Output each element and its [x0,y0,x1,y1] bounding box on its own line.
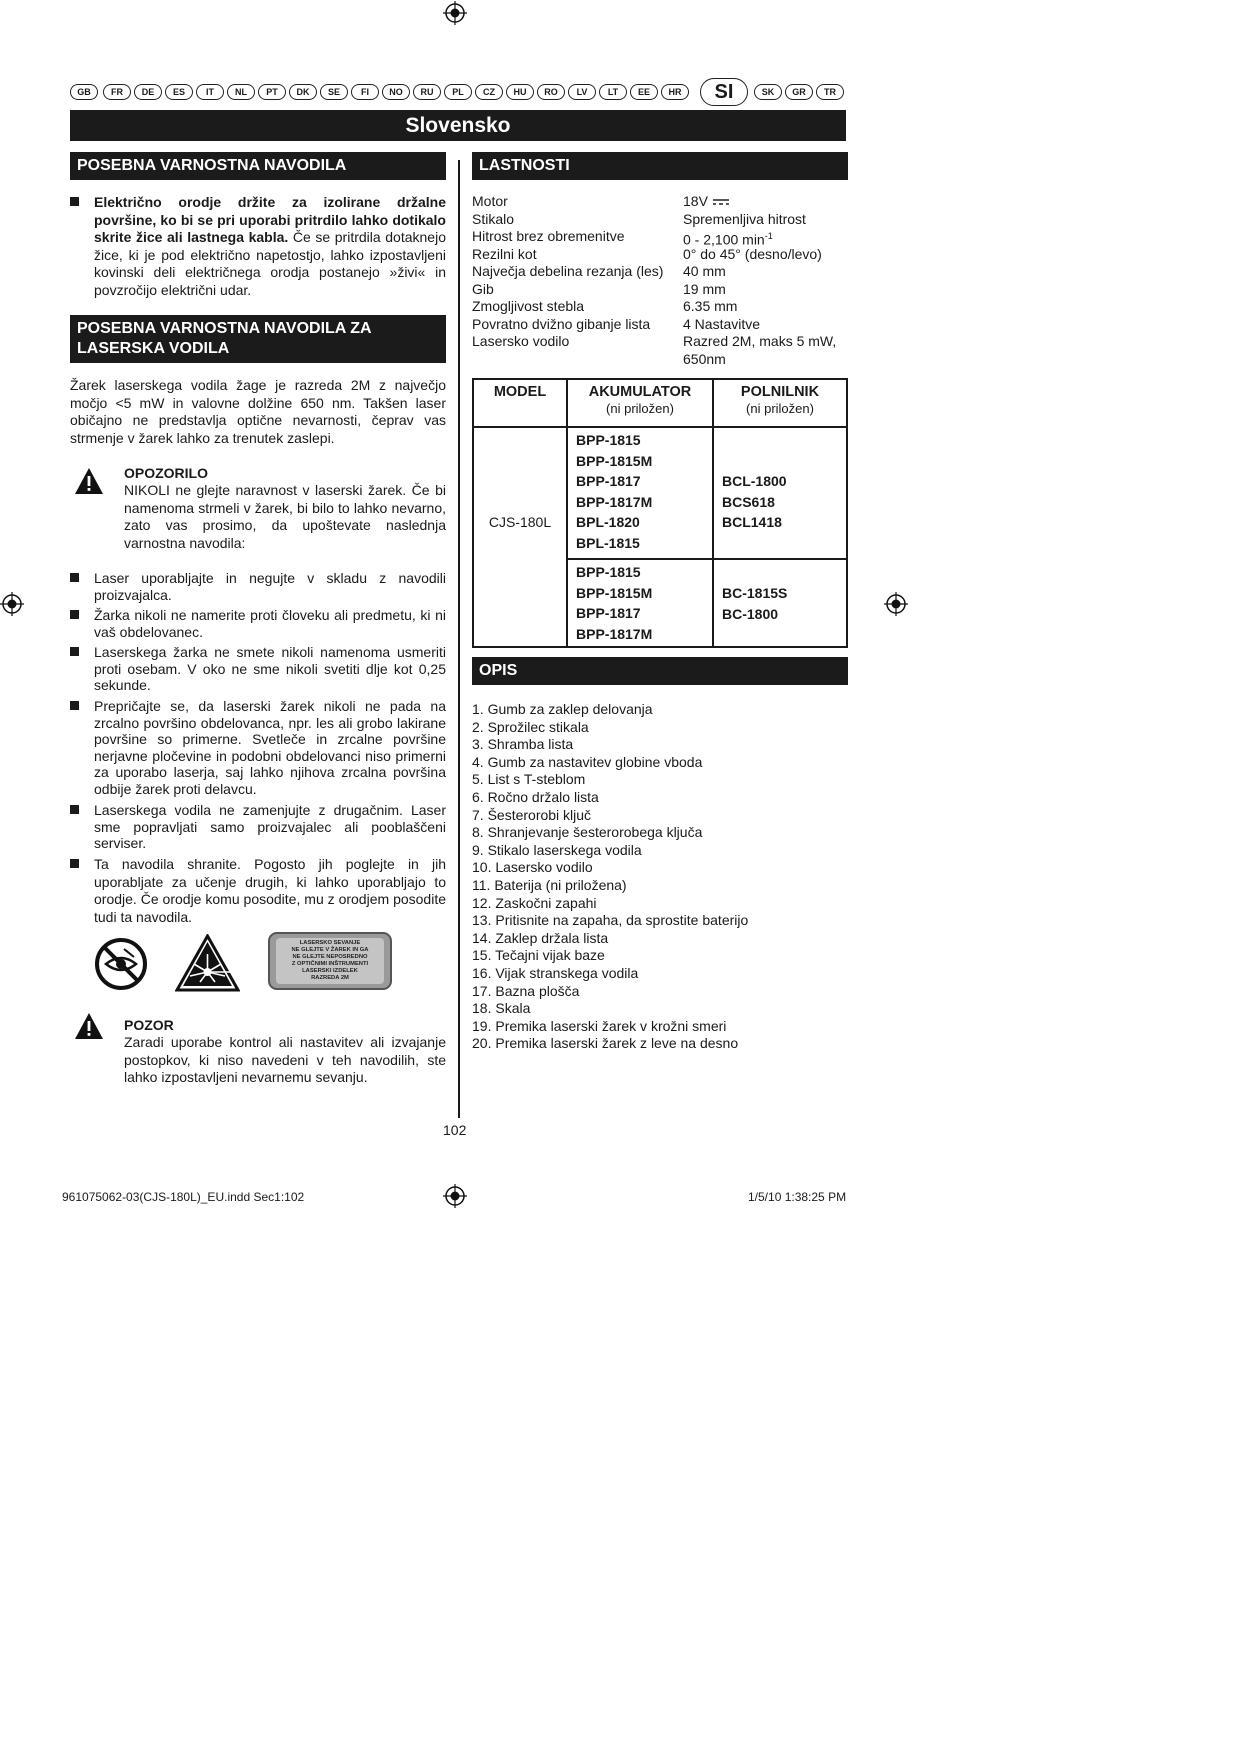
caution-triangle-icon [74,1012,104,1040]
lang-tab-nl[interactable]: NL [227,84,255,100]
page-title: Slovensko [70,110,846,141]
spec-label-orbital: Povratno dvižno gibanje lista [472,316,651,332]
lang-tab-dk[interactable]: DK [289,84,317,100]
dc-current-icon [712,197,730,207]
table-row: BPP-1815 [576,564,641,580]
table-col-divider-1 [566,380,568,646]
table-group1-batteries [576,430,652,553]
spec-label-speed: Hitrost brez obremenitve [472,228,625,244]
label-line-3: NE GLEJTE NEPOSREDNO [292,954,368,960]
list-item: 14. Zaklep držala lista [472,929,609,946]
safety-heading: POSEBNA VARNOSTNA NAVODILA [70,152,446,180]
table-group2-chargers [722,583,787,624]
label-line-4: Z OPTIČNIMI INŠTRUMENTI [291,961,369,967]
table-row: BPP-1815M [576,584,653,601]
laser-bullet-3: Laserskega žarka ne smete nikoli namenoma usmeriti proti osebam. V oko ne sme nikoli svetiti dlje kot 0,25 sekunde. [70,644,446,694]
lang-tab-ru[interactable]: RU [413,84,441,100]
laser-class-label [268,932,392,990]
spec-value-laser-line2: 650nm [683,351,726,367]
table-header-model: MODEL [493,384,547,400]
table-row: BCS618 [722,493,775,510]
lang-tab-no[interactable]: NO [382,84,410,100]
lang-tab-se[interactable]: SE [320,84,348,100]
spec-value-shank: 6.35 mm [683,298,738,314]
table-group2-batteries [576,562,652,644]
label-line-1: LASERSKO SEVANJE [299,940,361,946]
list-item: 3. Shramba lista [472,736,574,753]
table-model-cell: CJS-180L [488,514,552,530]
lang-tab-gr[interactable]: GR [785,84,813,100]
safety-bold-text: Električno orodje držite za izolirane držalne površine, ko bi se pri uporabi pritrdilo lahko dotikalo skrite žice ali lastnega kabla. [94,194,446,245]
list-item: 19. Premika laserski žarek v krožni smeri [472,1017,727,1034]
registration-mark-left-icon [0,592,24,616]
warning-triangle-icon [74,467,104,495]
laser-heading-line1: POSEBNA VARNOSTNA NAVODILA ZA [77,320,372,337]
table-header-charger: POLNILNIK (ni priložen) [740,384,820,416]
laser-bullet-1: Laser uporabljajte in negujte v skladu z navodili proizvajalca. [70,570,446,603]
spec-value-bevel: 0° do 45° (desno/levo) [683,246,822,262]
registration-mark-top-icon [443,1,467,25]
spec-label-switch: Stikalo [472,211,515,227]
no-stare-laser-icon [94,937,148,991]
lang-tab-hu[interactable]: HU [506,84,534,100]
laser-safety-heading [70,315,446,363]
bullet-square-icon [70,573,79,582]
caution-text: Zaradi uporabe kontrol ali nastavitev ali izvajanje postopkov, ki niso navedeni v teh navodilih, ste lahko izpostavljeni nevarnemu sevanju. [124,1034,446,1085]
table-row: BPP-1817M [576,625,653,642]
lang-tab-tr[interactable]: TR [816,84,844,100]
table-group-divider [566,558,846,560]
lang-tab-it[interactable]: IT [196,84,224,100]
bullet-square-icon [70,701,79,710]
lang-tab-lv[interactable]: LV [568,84,596,100]
laser-heading-line2: LASERSKA VODILA [77,340,230,357]
warning-title: OPOZORILO [124,465,208,481]
lang-tab-gb[interactable]: GB [70,84,98,100]
spec-value-laser: Razred 2M, maks 5 mW, [683,333,837,349]
spec-value-speed: 0 - 2,100 $\min^{-1}$ [683,231,773,248]
bullet-square-icon [70,805,79,814]
bullet-square-icon [70,647,79,656]
table-row: BPP-1817 [576,605,641,621]
list-item: 15. Tečajni vijak baze [472,947,605,964]
spec-value-stroke: 19 mm [683,281,726,297]
lang-tab-ee[interactable]: EE [630,84,658,100]
label-line-5: LASERSKI IZDELEK [302,968,358,974]
spec-label-laser: Lasersko vodilo [472,333,570,349]
list-item: 1. Gumb za zaklep delovanja [472,701,653,717]
table-row: BPL-1815 [576,534,640,551]
list-item: 8. Shranjevanje šesterorobega ključa [472,824,703,841]
spec-value-orbital: 4 Nastavitve [683,316,761,332]
lang-tab-de[interactable]: DE [134,84,162,100]
table-col-divider-2 [712,380,714,646]
spec-label-cut-depth: Največja debelina rezanja (les) [472,263,664,279]
list-item: 11. Baterija (ni priložena) [472,876,627,893]
list-item: 6. Ročno držalo lista [472,788,599,805]
list-item: 7. Šesterorobi ključ [472,806,592,823]
list-item: 9. Stikalo laserskega vodila [472,841,642,858]
list-item: 17. Bazna plošča [472,982,580,999]
list-item: 2. Sprožilec stikala [472,718,589,735]
table-row: BCL-1800 [722,473,787,489]
table-row: BPP-1815 [576,432,641,448]
table-row: BC-1800 [722,605,779,622]
description-list [472,701,748,1053]
spec-label-stroke: Gib [472,281,494,297]
registration-mark-right-icon [884,592,908,616]
table-group1-chargers [722,471,787,533]
label-line-6: RAZREDA 2M [311,975,349,981]
spec-label-motor: Motor [472,193,508,209]
table-row: BPP-1817M [576,493,653,510]
lang-tab-sk[interactable]: SK [754,84,782,100]
list-item: 20. Premika laserski žarek z leve na desno [472,1035,739,1052]
laser-bullet-5: Laserskega vodila ne zamenjujte z drugačnim. Laser sme popravljati samo proizvajalec ali pooblaščeni serviser. [70,802,446,852]
description-heading: OPIS [472,657,848,685]
list-item: 13. Pritisnite na zapaha, da sprostite baterijo [472,912,749,929]
laser-hazard-icon [175,934,240,992]
table-header-battery: AKUMULATOR (ni priložen) [588,384,692,416]
caution-title: POZOR [124,1017,174,1033]
lang-tab-hr[interactable]: HR [661,84,689,100]
safety-rest-text: Če se pritrdila dotaknejo žice, ki je pod električno napetostjo, lahko izpostavljeni kovinski deli električnega orodja postanejo »živi« in povzročijo električni udar. [94,229,446,298]
lang-tab-pl[interactable]: PL [444,84,472,100]
spec-value-motor: 18V [683,193,730,211]
specs-heading: LASTNOSTI [472,152,848,180]
lang-tab-fr[interactable]: FR [103,84,131,100]
spec-value-switch: Spremenljiva hitrost [683,211,806,227]
list-item: 18. Skala [472,1000,531,1017]
page-number: 102 [443,1122,467,1138]
column-divider [458,160,460,1118]
table-header-divider [474,426,846,428]
table-row: BC-1815S [722,585,788,601]
list-item: 4. Gumb za nastavitev globine vboda [472,753,703,770]
list-item: 10. Lasersko vodilo [472,859,593,876]
list-item: 5. List s T-steblom [472,771,586,788]
spec-value-cut-depth: 40 mm [683,263,726,279]
laser-bullet-6: Ta navodila shranite. Pogosto jih poglejte in jih uporabljate za učenje drugih, ki lahko uporabljajo to orodje. Če orodje komu posodite, mu z orodjem posodite tudi ta navodila. [70,856,446,926]
lang-tab-si-active[interactable]: SI [700,78,748,106]
footer-timestamp: 1/5/10 1:38:25 PM [748,1190,847,1204]
spec-label-shank: Zmogljivost stebla [472,298,585,314]
laser-intro-text: Žarek laserskega vodila žage je razreda 2M z največjo močjo <5 mW in valovne dolžine 650 nm. Takšen laser običajno ne predstavlja optične nevarnosti, čeprav vas strmenje v žarek lahko za trenutek zaslepi. [70,377,446,446]
table-row: BCL1418 [722,514,782,530]
bullet-square-icon [70,610,79,619]
spec-label-bevel: Rezilni kot [472,246,537,262]
lang-tab-fi[interactable]: FI [351,84,379,100]
laser-bullet-4: Prepričajte se, da laserski žarek nikoli ne pada na zrcalno površino obdelovanca, npr. les ali grobo lakirane površine so primerne. Svetleče in zrcalne površine nerjavne pločevine in podobni obdelovanci niso primerni za uporabo laserja, saj lahko njihova zrcalna površina odbije žarek proti delavcu. [70,698,446,797]
list-item: 12. Zaskočni zapahi [472,894,597,911]
list-item: 16. Vijak stranskega vodila [472,964,639,981]
lang-tab-ro[interactable]: RO [537,84,565,100]
laser-bullet-2: Žarka nikoli ne namerite proti človeku ali predmetu, ki ni vaš obdelovanec. [70,607,446,640]
registration-mark-bottom-icon [443,1184,467,1208]
lang-tab-cz[interactable]: CZ [475,84,503,100]
model-table [472,378,848,648]
lang-tab-es[interactable]: ES [165,84,193,100]
table-row: BPP-1815M [576,452,653,469]
safety-bullet [70,194,446,299]
language-tabs [70,78,850,106]
footer-file-info: 961075062-03(CJS-180L)_EU.indd Sec1:102 [62,1190,305,1204]
lang-tab-lt[interactable]: LT [599,84,627,100]
label-line-2: NE GLEJTE V ŽAREK IN GA [291,947,369,953]
bullet-square-icon [70,859,79,868]
lang-tab-pt[interactable]: PT [258,84,286,100]
table-row: BPP-1817 [576,473,641,489]
warning-text: NIKOLI ne glejte naravnost v laserski žarek. Če bi namenoma strmeli v žarek, bi bilo to lahko nevarno, zato vas prosimo, da upoštevate naslednja varnostna navodila: [124,482,446,551]
bullet-square-icon [70,197,79,206]
table-row: BPL-1820 [576,514,640,530]
